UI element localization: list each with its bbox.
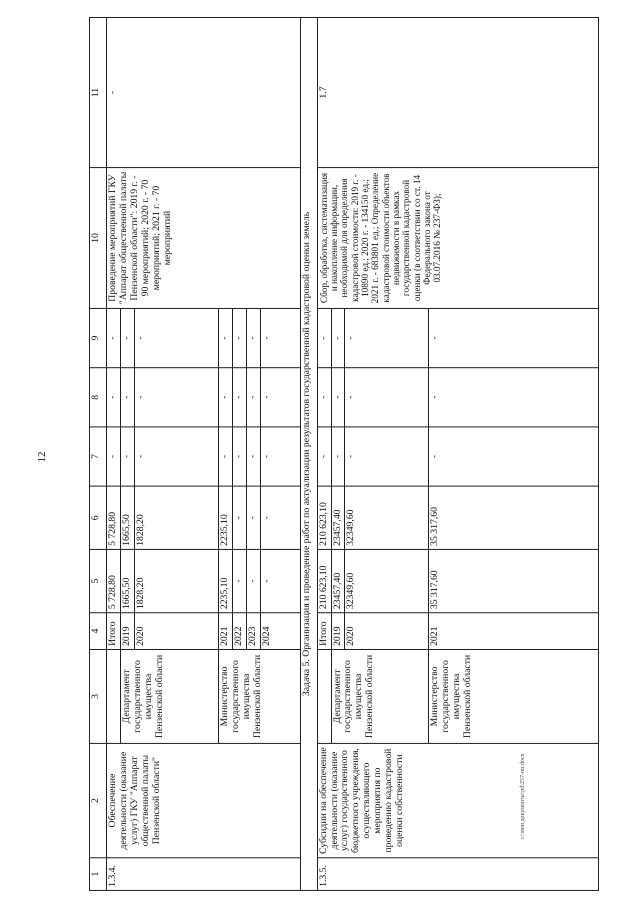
year: 2021 xyxy=(429,613,599,650)
value: - xyxy=(107,368,121,427)
executor xyxy=(107,649,121,743)
file-path-footer: c:\мои документы\pd\257-пп.docx xyxy=(520,753,526,839)
value: - xyxy=(317,427,331,486)
indicator: Сбор, обработка, систематизация и накопление информации, необходимой для определения кадастровой стоимости: 2019 г. - 10890 ед.; 2020 г. - 134150 ед.; 2021 г. - 683801 ед.; Определение кадастровой стоимости объектов недвижимости в рамках государственной кадастровой оценки (в соответствии со ст. 14 Федерального закона от 03.07.2016 № 237-ФЗ); xyxy=(317,168,599,309)
value: 5 728,80 xyxy=(107,549,121,612)
value: - xyxy=(260,308,300,367)
col-header: 7 xyxy=(90,427,107,486)
col-header: 8 xyxy=(90,368,107,427)
col-header: 11 xyxy=(90,17,107,167)
value: 23457,40 xyxy=(331,549,345,612)
value: 35 317,60 xyxy=(429,486,599,549)
value: - xyxy=(134,427,218,486)
page-number: 12 xyxy=(36,451,48,463)
table-row xyxy=(317,17,331,890)
value: - xyxy=(107,427,121,486)
value: - xyxy=(260,368,300,427)
year: 2019 xyxy=(120,613,134,650)
value: - xyxy=(246,549,260,612)
col-header: 4 xyxy=(90,613,107,650)
measure-name: Обеспечение деятельности (оказание услуг) ГКУ "Аппарат общественной палаты Пензенской области" xyxy=(107,743,301,857)
value: 1665,50 xyxy=(120,549,134,612)
col-header: 6 xyxy=(90,486,107,549)
value: - xyxy=(246,427,260,486)
value: - xyxy=(232,427,246,486)
value: 2235,10 xyxy=(218,486,232,549)
value: - xyxy=(246,368,260,427)
rotated-content xyxy=(89,18,557,891)
col-header: 9 xyxy=(90,308,107,367)
col-header: 10 xyxy=(90,168,107,309)
value: 210 623,10 xyxy=(317,486,331,549)
value: - xyxy=(260,486,300,549)
value: 32349,60 xyxy=(345,486,429,549)
value: - xyxy=(107,308,121,367)
year: Итого xyxy=(317,613,331,650)
value: - xyxy=(134,308,218,367)
col-header: 2 xyxy=(90,743,107,857)
value: 1828,20 xyxy=(134,486,218,549)
value: 210 623,10 xyxy=(317,549,331,612)
value: 23457,40 xyxy=(331,486,345,549)
value: 32349,60 xyxy=(345,549,429,612)
value: - xyxy=(331,368,345,427)
value: - xyxy=(218,427,232,486)
year: 2023 xyxy=(246,613,260,650)
executor: Департамент государственного имущества Пензенской области xyxy=(120,649,218,743)
value: - xyxy=(232,486,246,549)
value: - xyxy=(120,368,134,427)
value: 1665,50 xyxy=(120,486,134,549)
value: - xyxy=(134,368,218,427)
value: - xyxy=(120,308,134,367)
value: - xyxy=(429,368,599,427)
year: Итого xyxy=(107,613,121,650)
row-number: 1.3.5. xyxy=(317,858,599,891)
executor: Министерство государственного имущества Пензенской области xyxy=(218,649,300,743)
value: - xyxy=(331,427,345,486)
header-row xyxy=(90,17,107,890)
value: - xyxy=(345,368,429,427)
rotated-page xyxy=(0,18,474,887)
value: - xyxy=(429,308,599,367)
value: - xyxy=(429,427,599,486)
value: - xyxy=(345,427,429,486)
value: - xyxy=(246,486,260,549)
executor: Министерство государственного имущества Пензенской области xyxy=(429,649,599,743)
col-header: 3 xyxy=(90,649,107,743)
value: - xyxy=(232,308,246,367)
executor xyxy=(317,649,331,743)
indicator-number: 1.7 xyxy=(317,17,599,167)
value: - xyxy=(331,308,345,367)
task-title: Задача 5. Организация и проведение работ по актуализации результатов государственной кадастровой оценки земель xyxy=(300,17,317,890)
value: - xyxy=(218,368,232,427)
indicator-number: - xyxy=(107,17,301,167)
measure-name: Субсидии на обеспечение деятельности (оказание услуг) государственного бюджетного учреждения, осуществляющего мероприятия по проведению кадастровой оценки собственности xyxy=(317,743,599,857)
value: - xyxy=(317,308,331,367)
task-row xyxy=(300,17,317,890)
value: - xyxy=(246,308,260,367)
value: - xyxy=(120,427,134,486)
col-header: 5 xyxy=(90,549,107,612)
col-header: 1 xyxy=(90,858,107,891)
value: - xyxy=(260,427,300,486)
value: - xyxy=(218,308,232,367)
value: 1828,20 xyxy=(134,549,218,612)
year: 2020 xyxy=(345,613,429,650)
value: - xyxy=(317,368,331,427)
row-number: 1.3.4. xyxy=(107,858,301,891)
value: - xyxy=(345,308,429,367)
year: 2022 xyxy=(232,613,246,650)
value: - xyxy=(232,549,246,612)
year: 2019 xyxy=(331,613,345,650)
executor: Департамент государственного имущества Пензенской области xyxy=(331,649,429,743)
value: - xyxy=(232,368,246,427)
year: 2020 xyxy=(134,613,218,650)
year: 2024 xyxy=(260,613,300,650)
value: 5 728,80 xyxy=(107,486,121,549)
year: 2021 xyxy=(218,613,232,650)
value: 2235,10 xyxy=(218,549,232,612)
table-row xyxy=(107,17,121,890)
value: - xyxy=(260,549,300,612)
indicator: Проведение мероприятий ГКУ "Аппарат общественной палаты Пензенской области": 2019 г. - 90 мероприятий; 2020 г. - 70 мероприятий; 2021 г. - 70 мероприятий xyxy=(107,168,301,309)
value: 35 317,60 xyxy=(429,549,599,612)
